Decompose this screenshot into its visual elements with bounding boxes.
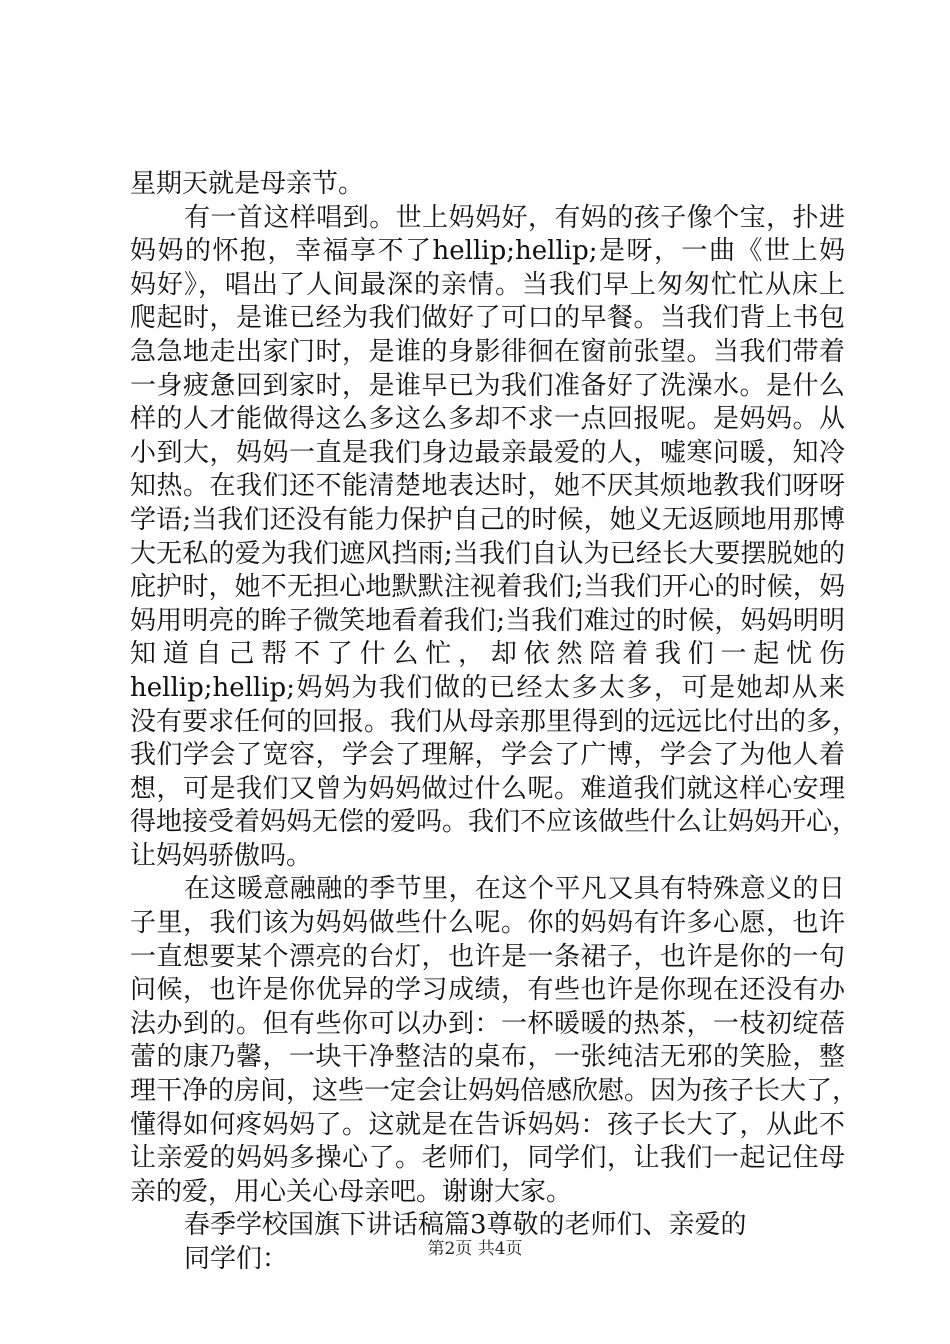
text-line: 我们学会了宽容，学会了理解，学会了广博，学会了为他人着 xyxy=(130,740,845,771)
text-line: 知道自己帮不了什么忙，却依然陪着我们一起忧伤 xyxy=(130,639,845,670)
text-line: 妈用明亮的眸子微笑地看着我们;当我们难过的时候，妈妈明明 xyxy=(130,605,845,636)
text-line: 星期天就是母亲节。 xyxy=(130,169,365,199)
text-line: 同学们： xyxy=(184,1244,289,1274)
text-line: 没有要求任何的回报。我们从母亲那里得到的远远比付出的多， xyxy=(130,706,859,737)
text-line: 理干净的房间，这些一定会让妈妈倍感欣慰。因为孩子长大了， xyxy=(130,1076,859,1107)
text-line: 一身疲惫回到家时，是谁早已为我们准备好了洗澡水。是什么 xyxy=(130,370,845,401)
text-line: 有一首这样唱到。世上妈妈好，有妈的孩子像个宝，扑进 xyxy=(184,202,845,233)
text-line: 爬起时，是谁已经为我们做好了可口的早餐。当我们背上书包 xyxy=(130,303,845,334)
text-line: 想，可是我们又曾为妈妈做过什么呢。难道我们就这样心安理 xyxy=(130,773,845,804)
text-line: hellip;hellip;妈妈为我们做的已经太多太多，可是她却从来 xyxy=(130,672,845,703)
text-line: 大无私的爱为我们遮风挡雨;当我们自认为已经长大要摆脱她的 xyxy=(130,538,845,569)
text-line: 学语;当我们还没有能力保护自己的时候，她义无返顾地用那博 xyxy=(130,504,845,535)
page-number-label: 第2页 共4页 xyxy=(427,1239,523,1259)
text-line: 得地接受着妈妈无偿的爱吗。我们不应该做些什么让妈妈开心， xyxy=(130,807,859,838)
text-line: 知热。在我们还不能清楚地表达时，她不厌其烦地教我们呀呀 xyxy=(130,471,845,502)
text-line: 蕾的康乃馨，一块干净整洁的桌布，一张纯洁无邪的笑脸，整 xyxy=(130,1042,845,1073)
text-line: 小到大，妈妈一直是我们身边最亲最爱的人，嘘寒问暖，知冷 xyxy=(130,437,845,468)
page-footer xyxy=(0,1234,950,1259)
text-line: 急急地走出家门时，是谁的身影徘徊在窗前张望。当我们带着 xyxy=(130,336,845,367)
text-line: 让妈妈骄傲吗。 xyxy=(130,840,313,871)
text-line: 春季学校国旗下讲话稿篇3尊敬的老师们、亲爱的 xyxy=(184,1210,747,1241)
text-line: 在这暖意融融的季节里，在这个平凡又具有特殊意义的日 xyxy=(184,874,845,905)
text-line: 法办到的。但有些你可以办到：一杯暖暖的热茶，一枝初绽蓓 xyxy=(130,1008,845,1039)
text-line: 懂得如何疼妈妈了。这就是在告诉妈妈：孩子长大了，从此不 xyxy=(130,1109,845,1140)
text-line: 问候，也许是你优异的学习成绩，有些也许是你现在还没有办 xyxy=(130,975,845,1006)
document-body xyxy=(130,168,859,1277)
text-line: 一直想要某个漂亮的台灯，也许是一条裙子，也许是你的一句 xyxy=(130,941,845,972)
text-line: 庇护时，她不无担心地默默注视着我们;当我们开心的时候，妈 xyxy=(130,572,845,603)
text-line: 子里，我们该为妈妈做些什么呢。你的妈妈有许多心愿，也许 xyxy=(130,908,845,939)
text-line: 妈好》，唱出了人间最深的亲情。当我们早上匆匆忙忙从床上 xyxy=(130,269,845,300)
text-line: 样的人才能做得这么多这么多却不求一点回报呢。是妈妈。从 xyxy=(130,404,845,435)
text-line: 亲的爱，用心关心母亲吧。谢谢大家。 xyxy=(130,1176,573,1207)
text-line: 让亲爱的妈妈多操心了。老师们，同学们，让我们一起记住母 xyxy=(130,1143,845,1174)
text-line: 妈妈的怀抱，幸福享不了hellip;hellip;是呀，一曲《世上妈 xyxy=(130,236,845,267)
